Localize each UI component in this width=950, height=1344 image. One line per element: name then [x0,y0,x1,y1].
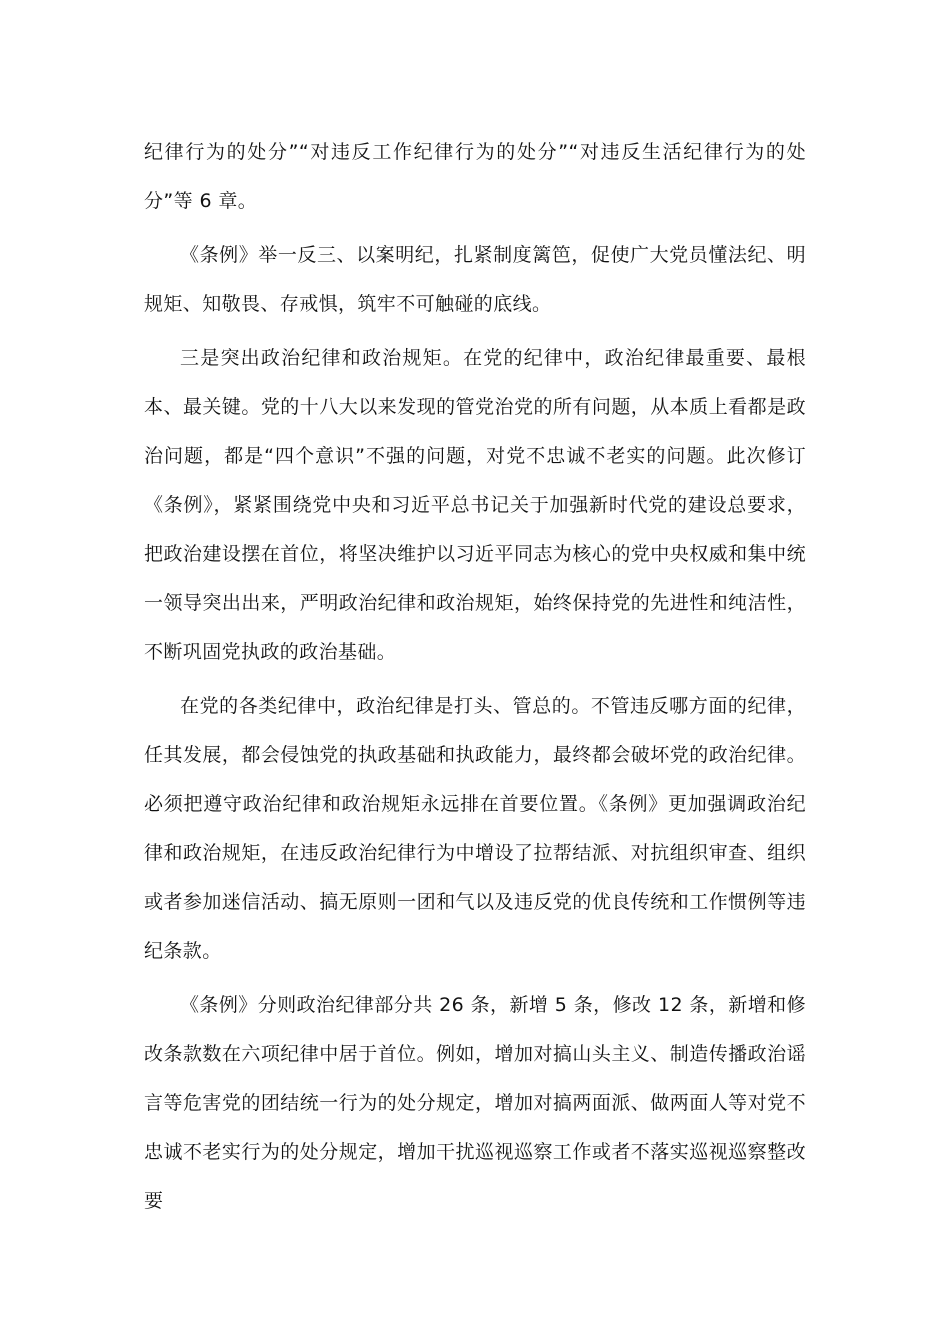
document-body [144,128,806,1231]
paragraph-2: 《条例》举一反三、以案明纪，扎紧制度篱笆，促使广大党员懂法纪、明规矩、知敬畏、存戒惧，筑牢不可触碰的底线。 [144,244,806,315]
paragraph-5: 《条例》分则政治纪律部分共 26 条，新增 5 条，修改 12 条，新增和修改条款数在六项纪律中居于首位。例如，增加对搞山头主义、制造传播政治谣言等危害党的团结统一行为的处分规定，增加对搞两面派、做两面人等对党不忠诚不老实行为的处分规定，增加干扰巡视巡察工作或者不落实巡视巡察整改要 [144,994,806,1212]
paragraph-1: 纪律行为的处分”“对违反工作纪律行为的处分”“对违反生活纪律行为的处分”等 6 章。 [144,141,806,212]
paragraph-3: 三是突出政治纪律和政治规矩。在党的纪律中，政治纪律最重要、最根本、最关键。党的十八大以来发现的管党治党的所有问题，从本质上看都是政治问题，都是“四个意识”不强的问题，对党不忠诚不老实的问题。此次修订《条例》，紧紧围绕党中央和习近平总书记关于加强新时代党的建设总要求，把政治建设摆在首位，将坚决维护以习近平同志为核心的党中央权威和集中统一领导突出出来，严明政治纪律和政治规矩，始终保持党的先进性和纯洁性，不断巩固党执政的政治基础。 [144,347,806,663]
paragraph-4: 在党的各类纪律中，政治纪律是打头、管总的。不管违反哪方面的纪律，任其发展，都会侵蚀党的执政基础和执政能力，最终都会破坏党的政治纪律。必须把遵守政治纪律和政治规矩永远排在首要位置。《条例》更加强调政治纪律和政治规矩，在违反政治纪律行为中增设了拉帮结派、对抗组织审查、组织或者参加迷信活动、搞无原则一团和气以及违反党的优良传统和工作惯例等违纪条款。 [144,695,806,962]
